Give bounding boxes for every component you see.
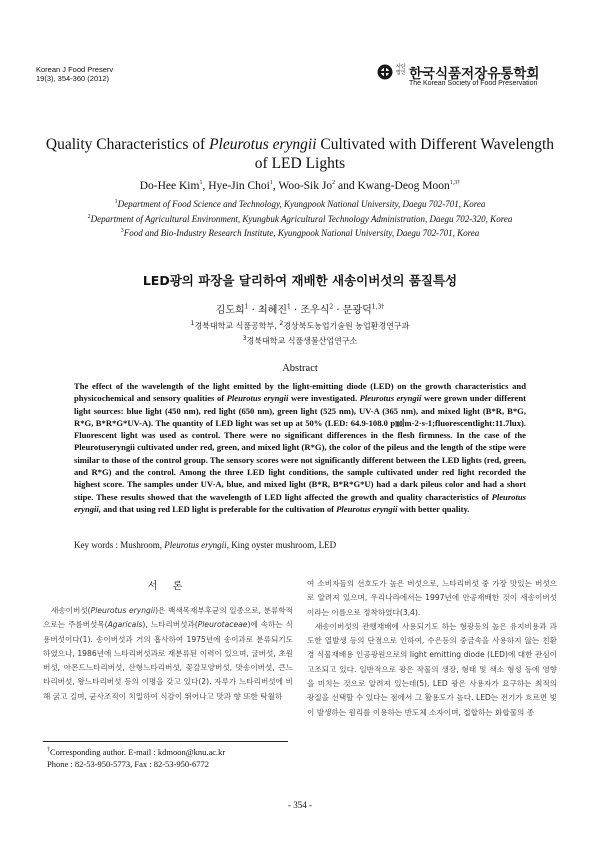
author: Woo-Sik Jo$^2$ — [278, 180, 336, 192]
author: Do-Hee Kim$^1$ — [139, 180, 203, 192]
author-list: Do-Hee Kim$^1$, Hye-Jin Choi$^1$, Woo-Sik Jo$^2$ and Kwang-Deog Moon$^{1,3\dagger}$ — [139, 180, 461, 192]
introduction-heading: 서 론 — [147, 581, 189, 592]
abstract-heading: Abstract — [282, 363, 318, 374]
society-name-korean: 한국식품저장유통학회 — [409, 66, 540, 82]
korean-title: LED광의 파장을 달리하여 재배한 새송이버섯의 품질특성 — [142, 273, 458, 288]
affiliation: $^1$Department of Food Science and Technology, Kyungpook National University, Daegu 702-701, Korea — [114, 199, 486, 209]
footnote-rule — [43, 741, 288, 742]
society-header — [355, 62, 570, 88]
korean-affiliation-list — [40, 318, 560, 347]
journal-citation — [36, 65, 113, 83]
title-species: Pleurotus eryngii — [209, 136, 317, 153]
title-text-post: Cultivated with Different Wavelength of LED Lights — [254, 136, 555, 172]
affiliation: $^2$Department of Agricultural Environment, Kyungbuk Agricultural Technology Administration, Daegu 702-320, Korea — [87, 213, 513, 224]
corresponding-author-footnote — [47, 744, 307, 770]
abstract-body: The effect of the wavelength of the light emitted by the light-emitting diode (LED) on the growth characteristics and physicochemical and sensory qualities of Pleurotus eryngii were investigated. Pleurotus eryngii were grown under different light sources: blue light (450 nm), red light (650 nm), green light (525 nm), UV-A (365 nm), and mixed light (B*R, B*G, R*G, B*R*G*UV-A). The quantity of LED light was set up at 50% (LED: 64.9-108.0 p㏖m-2·s-1;fluorescentlight:11.7lux). Fluorescent light was used as control. There were no significant differences in the flesh firmness. In the case of the Pleurotuseryngii cultivated under red, green, and mixed light (R*G), the color of the pileus and the length of the stipe were similar to those of the control group. The sensory scores were not significantly different between the LED lights (red, green, and R*G) and the control. Among the three LED light conditions, the sample cultivated under red light recorded the highest score. The samples under UV-A, blue, and mixed light (B*R, B*R*G*U) had a dark pileus color and had a short stipe. These results showed that the wavelength of LED light affected the growth and quality characteristics of Pleurotus eryngii, and that using red LED light is preferable for the cultivation of Pleurotus eryngii with better quality. — [74, 381, 527, 514]
body-paragraph: 새송이버섯(Pleurotus eryngii)은 백색목재부후균의 일종으로, 분류학적으로는 주름버섯목(Agaricals), 느타리버섯과(Pleurotaceae)에 속하는 식용버섯이다(1). 송이버섯과 거의 흡사하여 1975년에 송이과로 분류되기도 하였으나, 1986년에 느타리버섯과로 재분류된 이력이 있으며, 굴버섯, 초원버섯, 아몬드느타리버섯, 산형느타리버섯, 꽃갈모양버섯, 맛송이버섯, 큰느타리버섯, 왕느타리버섯 등의 이명을 갖고 있다(2). 자루가 느타리버섯에 비해 굵고 길며, 균사조직이 치밀하여 식감이 뛰어나고 맛과 향 또한 탁월하 — [43, 606, 294, 701]
footnote-email-line: †Corresponding author. E-mail : kdmoon@knu.ac.kr — [47, 746, 226, 757]
author: Hye-Jin Choi$^1$ — [208, 180, 273, 192]
footnote-phone-line: Phone : 82-53-950-5773, Fax : 82-53-950-6772 — [47, 758, 209, 769]
journal-volume: 19(3), 354-360 (2012) — [36, 74, 109, 83]
body-column-left — [43, 604, 293, 704]
korean-affiliation: $^1$경북대학교 식품공학부, $^2$경상북도농업기술원 농업환경연구과 — [190, 320, 410, 331]
affiliation: $^3$Food and Bio-Industry Research Institute, Kyungpook National University, Daegu 702-701, Korea — [120, 228, 480, 238]
society-logo-icon — [377, 64, 393, 80]
page-number: - 354 - — [288, 800, 312, 810]
body-paragraph: 여 소비자들의 선호도가 높은 버섯으로, 느타리버섯 중 가장 맛있는 버섯으로 알려져 있으며, 우리나라에서는 1997년에 안공재배한 것이 새송이버섯이라는 이름으로 정착하였다(3,4). — [307, 579, 557, 617]
journal-name: Korean J Food Preserv — [36, 65, 114, 74]
korean-author-list: 김도희$^1$ · 최혜진$^1$ · 조우식$^2$ · 문광덕$^{1,3\dagger}$ — [215, 303, 385, 316]
korean-affiliation: $^3$경북대학교 식품생물산업연구소 — [242, 334, 358, 346]
body-paragraph: 새송이버섯의 관행재배에 사용되기도 하는 형광등의 높은 유지비용과 과도한 열발생 등의 단점으로 인하여, 수은등의 중금속을 사용하지 않는 친환경 식물재배용 인공광원으로의 light emitting diode (LED)에 대한 관심이 고조되고 있다. 일반적으로 광은 작물의 생장, 형태 및 색소 형성 등에 영향을 미치는 것으로 알려져 있는데(5), LED 광은 사용자가 요구하는 최적의 광질을 선택할 수 있다는 점에서 그 활용도가 높다. LED는 전기가 흐르면 빛이 발생하는 원리를 이용하는 반도체 소자이며, 접합하는 화합물의 종 — [307, 621, 557, 717]
title-text-pre: Quality Characteristics of — [45, 136, 210, 153]
society-tag: 사단법인 — [396, 64, 406, 76]
keywords: Key words : Mushroom, Pleurotus eryngii, King oyster mushroom, LED — [74, 540, 337, 550]
affiliation-list — [40, 196, 560, 240]
body-column-right — [307, 577, 557, 720]
paper-title — [40, 135, 560, 173]
author: Kwang-Deog Moon$^{1,3\dagger}$ — [357, 180, 461, 192]
society-name-english: The Korean Society of Food Preservation — [409, 80, 538, 87]
